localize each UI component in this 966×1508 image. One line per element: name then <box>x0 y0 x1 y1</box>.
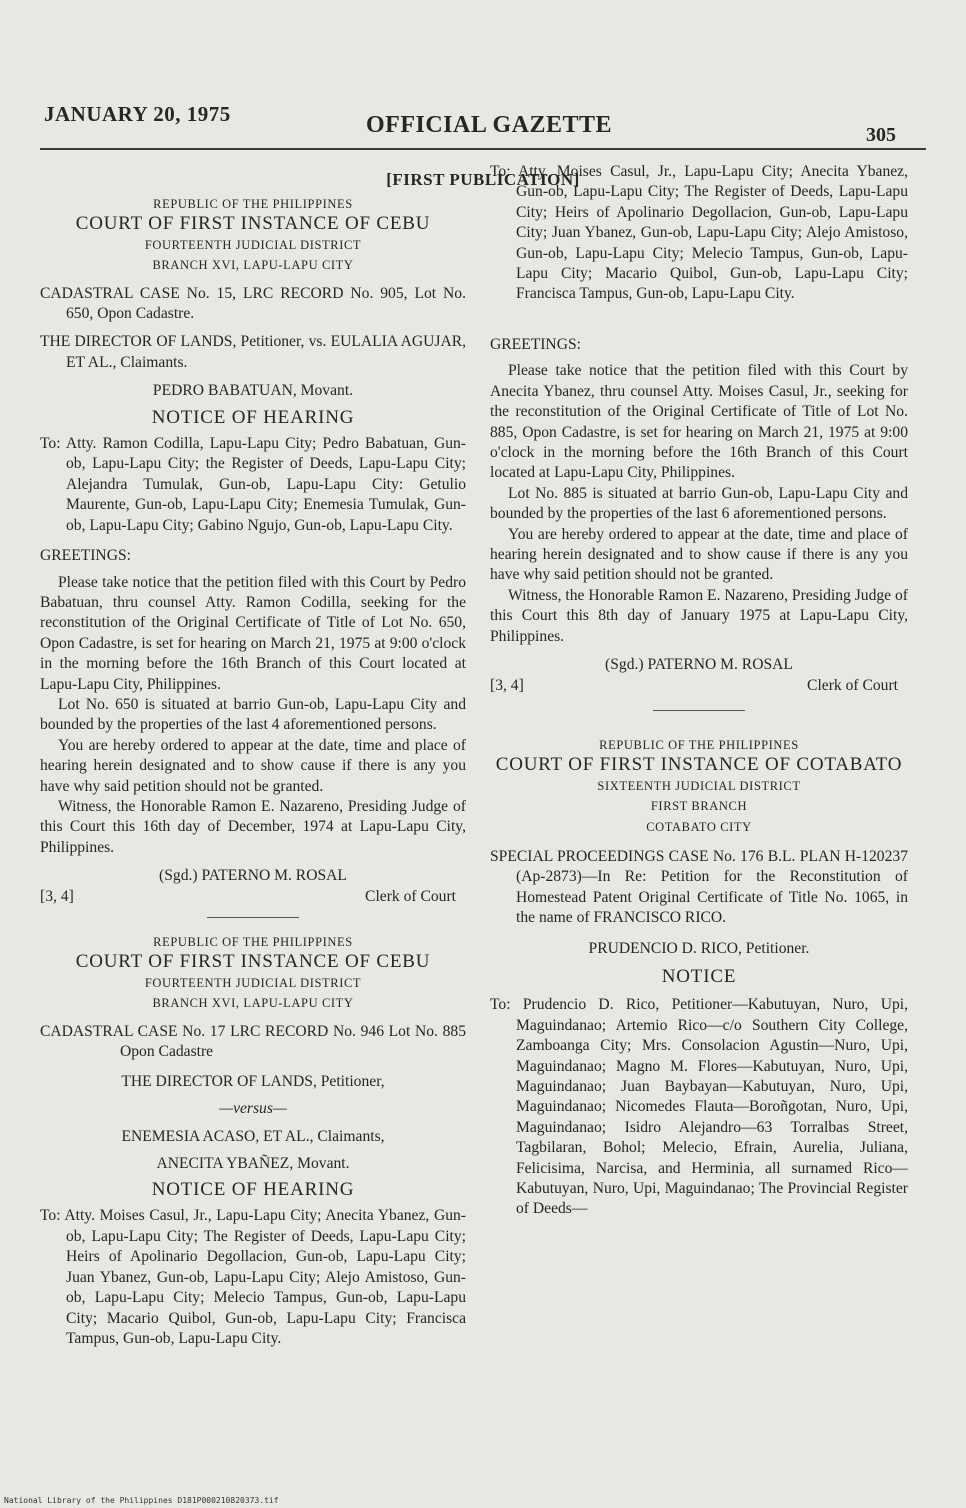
notice1-republic: REPUBLIC OF THE PHILIPPINES <box>153 197 353 211</box>
notice3-court: COURT OF FIRST INSTANCE OF COTABATO <box>495 754 903 776</box>
notice2-to-continued-text: To: Atty. Moises Casul, Jr., Lapu-Lapu City; Anecita Ybanez, Gun-ob, Lapu-Lapu City; The Register of Deeds, Lapu-Lapu City; Heirs of Apolinario Degollacion, Gun-ob, Lapu-Lapu City; Juan Ybanez, Gun-ob, Lapu-Lapu City; Alejo Amistoso, Gun-ob, Lapu-Lapu City; Melecio Tampus, Gun-ob, Lapu-Lapu City; Macario Quibol, Gun-ob, Lapu-Lapu City; Francisca Tampus, Gun-ob, Lapu-Lapu City. <box>490 163 908 303</box>
notice2-signature-line <box>490 676 908 696</box>
notice2-to-continued <box>490 162 908 325</box>
notice2-branch: BRANCH XVI, LAPU-LAPU CITY <box>152 996 354 1011</box>
notice2-greetings: GREETINGS: <box>490 336 581 353</box>
notice2-claimants: ENEMESIA ACASO, ET AL., Claimants, <box>121 1128 385 1146</box>
notice1-para4: Witness, the Honorable Ramon E. Nazareno, Presiding Judge of this Court this 16th day of December, 1974 at Lapu-Lapu City, Philippines. <box>40 797 466 856</box>
notice3-republic: REPUBLIC OF THE PHILIPPINES <box>599 737 799 752</box>
notice-separator <box>207 917 299 918</box>
header-rule <box>40 148 926 150</box>
notice1-greetings: GREETINGS: <box>40 547 131 565</box>
gazette-title: OFFICIAL GAZETTE <box>366 112 613 138</box>
notice2-movant: ANECITA YBAÑEZ, Movant. <box>156 1154 350 1172</box>
notice2-to-part1 <box>40 1206 466 1347</box>
notice1-para3: You are hereby ordered to appear at the date, time and place of hearing herein designated and to show cause if there is any you have why said petition should not be granted. <box>40 736 466 795</box>
notice1-signed: (Sgd.) PATERNO M. ROSAL <box>159 867 347 885</box>
left-column <box>40 194 466 1347</box>
notice1-parties: THE DIRECTOR OF LANDS, Petitioner, vs. EULALIA AGUJAR, ET AL., Claimants. <box>40 333 466 371</box>
notice2-para4: Witness, the Honorable Ramon E. Nazareno, Presiding Judge of this Court this 8th day of January 1975 at Lapu-Lapu City, Philippines. <box>490 586 908 645</box>
notice1-para1: Please take notice that the petition filed with this Court by Pedro Babatuan, thru counsel Atty. Ramon Codilla, seeking for the reconstitution of the Original Certificate of Title of Lot No. 650, Opon Cadastre, is set for hearing on March 21, 1975 at 9:00 o'clock in the morning before the 16th Branch of this Court located at Lapu-Lapu City, Philippines. <box>40 573 466 693</box>
notice2-republic: REPUBLIC OF THE PHILIPPINES <box>153 935 353 949</box>
notice-separator <box>653 710 745 711</box>
notice1-para2: Lot No. 650 is situated at barrio Gun-ob, Lapu-Lapu City and bounded by the properties of the last 4 aforementioned persons. <box>40 695 466 734</box>
notice1-signature-line <box>40 887 466 907</box>
page-number: 305 <box>866 124 896 146</box>
notice2-court: COURT OF FIRST INSTANCE OF CEBU <box>75 951 431 973</box>
notice1-heading: NOTICE OF HEARING <box>151 406 355 428</box>
notice1-branch: BRANCH XVI, LAPU-LAPU CITY <box>152 258 354 273</box>
notice3-city: COTABATO CITY <box>646 819 752 834</box>
notice3-branch: FIRST BRANCH <box>650 799 748 814</box>
notice1-movant: PEDRO BABATUAN, Movant. <box>152 382 354 400</box>
notice1-ref: [3, 4] <box>40 887 74 905</box>
notice2-role: Clerk of Court <box>807 676 898 694</box>
notice3-petitioner: PRUDENCIO D. RICO, Petitioner. <box>588 939 810 957</box>
notice2-petitioner: THE DIRECTOR OF LANDS, Petitioner, <box>121 1073 385 1091</box>
notice2-ref: [3, 4] <box>490 676 524 694</box>
notice1-court: COURT OF FIRST INSTANCE OF CEBU <box>75 213 431 235</box>
notice3-district: SIXTEENTH JUDICIAL DISTRICT <box>597 778 801 793</box>
notice2-to: To: Atty. Moises Casul, Jr., Lapu-Lapu City; Anecita Ybanez, Gun-ob, Lapu-Lapu City; The Register of Deeds, Lapu-Lapu City; Heirs of Apolinario Degollacion, Gun-ob, Lapu-Lapu City; Juan Ybanez, Gun-ob, Lapu-Lapu City; Alejo Amistoso, Gun-ob, Lapu-Lapu City; Melecio Tampus, Gun-ob, Lapu-Lapu City; Macario Quibol, Gun-ob, Lapu-Lapu City; Francisca Tampus, Gun-ob, Lapu-Lapu City. <box>40 1207 466 1347</box>
notice3-to: To: Prudencio D. Rico, Petitioner—Kabutuyan, Nuro, Upi, Maguindanao; Artemio Rico—c/o Southern City College, Zamboanga City; Mrs. Consolacion Agustin—Nuro, Upi, Maguindanao; Magno M. Flores—Kabutuyan, Nuro, Upi, Maguindanao; Juan Baybayan—Kabutuyan, Nuro, Upi, Maguindanao; Nicomedes Flauta—Boroñgotan, Nuro, Upi, Maguindanao; Isidro Alejandro—63 Torralbas Street, Tagbilaran, Bohol; Melecio, Efrain, Aurelia, Juliana, Felicisima, Narcisa, and Herminia, all surnamed Rico—Kabutuyan, Nuro, Upi, Maguindanao; The Provincial Register of Deeds— <box>490 996 908 1218</box>
notice1-case: CADASTRAL CASE No. 15, LRC RECORD No. 905, Lot No. 650, Opon Cadastre. <box>40 284 466 323</box>
notice3-case: SPECIAL PROCEEDINGS CASE No. 176 B.L. PLAN H-120237 (Ap-2873)—In Re: Petition for the Reconstitution of Homestead Patent Original Certificate of Title No. 1065, in the name of FRANCISCO RICO. <box>490 847 908 927</box>
publication-label: [FIRST PUBLICATION] <box>386 170 580 189</box>
notice2-para3: You are hereby ordered to appear at the date, time and place of hearing herein designated and to show cause if there is any you have why said petition should not be granted. <box>490 525 908 584</box>
notice1-to: To: Atty. Ramon Codilla, Lapu-Lapu City; Pedro Babatuan, Gun-ob, Lapu-Lapu City; the Register of Deeds, Lapu-Lapu City; Alejandra Tumulak, Gun-ob, Lapu-Lapu City: Getulio Maurente, Gun-ob, Lapu-Lapu City; Enemesia Tumulak, Gun-ob, Lapu-Lapu City; Gabino Ngujo, Gun-ob, Lapu-Lapu City. <box>40 435 466 534</box>
notice1-role: Clerk of Court <box>365 887 456 905</box>
notice2-para1: Please take notice that the petition filed with this Court by Anecita Ybanez, thru counsel Atty. Moises Casul, Jr., seeking for the reconstitution of the Original Certificate of Title of Lot No. 885, Opon Cadastre, is set for hearing on March 21, 1975 at 9:00 o'clock in the morning before the 16th Branch of this Court located at Lapu-Lapu City, Philippines. <box>490 362 908 482</box>
notice2-versus: —versus— <box>219 1099 287 1117</box>
header-date: JANUARY 20, 1975 <box>44 102 231 126</box>
right-column <box>490 163 908 1220</box>
notice2-heading: NOTICE OF HEARING <box>151 1179 355 1201</box>
notice2-signed: (Sgd.) PATERNO M. ROSAL <box>605 656 793 674</box>
notice3-heading: NOTICE <box>661 965 737 987</box>
notice2-case: CADASTRAL CASE No. 17 LRC RECORD No. 946 Lot No. 885 Opon Cadastre <box>40 1022 466 1061</box>
notice1-district: FOURTEENTH JUDICIAL DISTRICT <box>144 237 362 252</box>
notice2-district: FOURTEENTH JUDICIAL DISTRICT <box>144 975 362 990</box>
scan-footer: National Library of the Philippines D181P000210820373.tif <box>4 1496 279 1505</box>
notice2-para2: Lot No. 885 is situated at barrio Gun-ob, Lapu-Lapu City and bounded by the properties of the last 6 aforementioned persons. <box>490 484 908 523</box>
